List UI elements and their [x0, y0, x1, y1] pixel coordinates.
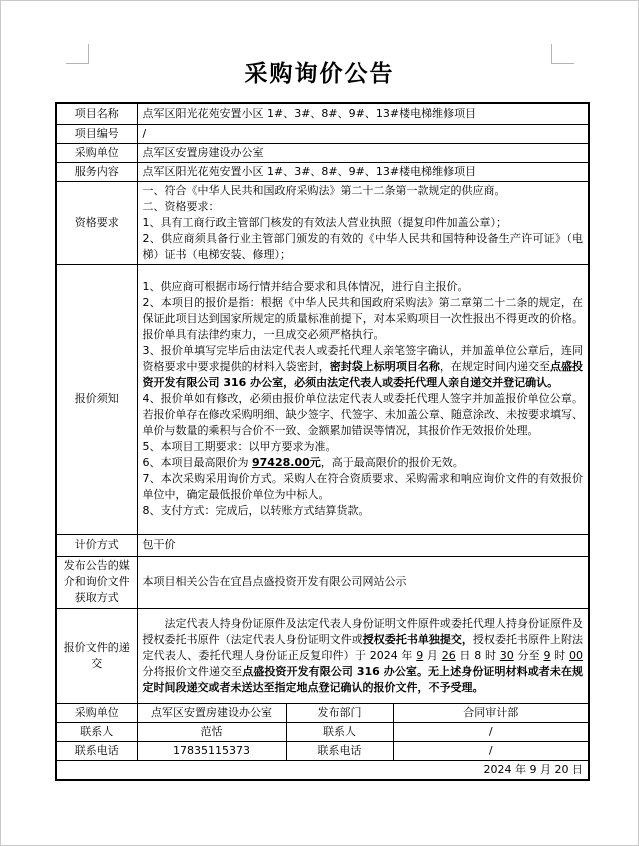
page-title: 采购询价公告 [244, 60, 395, 87]
row-service-content [56, 162, 589, 181]
label-document-submission: 报价文件的递交 [56, 608, 137, 703]
label-service-content: 服务内容 [56, 162, 137, 181]
row-quotation-notes [56, 264, 589, 534]
label-project-name: 项目名称 [56, 103, 137, 124]
row-document-submission [56, 608, 589, 703]
page-corner-mark-top-right [551, 44, 574, 64]
value-qualification-requirements [137, 181, 589, 264]
value-contact-phone-2: / [393, 741, 589, 760]
label-contact-person-2: 联系人 [286, 722, 393, 741]
paragraph: 1、供应商可根据市场行情并结合要求和具体情况，进行自主报价。 [142, 280, 469, 293]
value-service-content: 点军区阳光花苑安置小区 1#、3#、8#、9#、13#楼电梯维修项目 [137, 162, 589, 181]
label-purchasing-unit: 采购单位 [56, 143, 137, 162]
value-contact-person-1: 范恬 [137, 722, 286, 741]
label-quotation-notes: 报价须知 [56, 264, 137, 534]
value-project-name: 点军区阳光花苑安置小区 1#、3#、8#、9#、13#楼电梯维修项目 [137, 103, 589, 124]
value-quotation-notes [137, 264, 589, 534]
label-project-number: 项目编号 [56, 124, 137, 143]
value-purchasing-unit: 点军区安置房建设办公室 [137, 143, 589, 162]
row-pricing-method [56, 534, 589, 556]
row-project-name [56, 103, 589, 124]
announcement-table [55, 102, 590, 781]
value-announcement-media: 本项目相关公告在宜昌点盛投资开发有限公司网站公示 [137, 556, 589, 608]
row-purchasing-unit [56, 143, 589, 162]
row-date [56, 760, 589, 780]
value-contact-phone-1: 17835115373 [137, 741, 286, 760]
label-announcement-media: 发布公告的媒介和询价文件获取方式 [56, 556, 137, 608]
paragraph: 3、报价单填写完毕后由法定代表人或委托代理人亲笔签字确认，并加盖单位公章后，连同资格要求中要求提供的材料入袋密封，密封袋上标明项目名称，在规定时间内递交至点盛投资开发有限公司 316 办公室，必须由法定代表人或委托代理人亲自递交并登记确认。 [142, 344, 584, 389]
paragraph: 7、本次采购采用询价方式。采购人在符合资质要求、采购需求和响应询价文件的有效报价单位中，确定最低报价单位为中标人。 [142, 472, 584, 501]
value-issuing-department: 合同审计部 [393, 703, 589, 722]
label-pricing-method: 计价方式 [56, 534, 137, 556]
row-qualification-requirements [56, 181, 589, 264]
label-purchasing-unit-2: 采购单位 [56, 703, 137, 722]
paragraph: 2、本项目的报价是指：根据《中华人民共和国政府采购法》第二章第二十二条的规定，在保证此项目达到国家所规定的质量标准前提下，对本采购项目一次性报出不得更改的价格。报价单具有法律约束力，一旦成交必须严格执行。 [142, 296, 584, 341]
paragraph: 二、资格要求： [142, 199, 220, 213]
paragraph: 法定代表人持身份证原件及法定代表人身份证明文件原件或委托代理人持身份证原件及授权委托书原件（法定代表人身份证明文件或授权委托书单独提交，授权委托书原件上附法定代表人、委托代理人身份证正反复印件）于 2024 年 9 月 26 日 8 时 30 分至 9 时 00 分将报价文件递交至点盛投资开发有限公司 316 办公室。无上述身份证明材料或者未在规定时间段递交或者未送达至指定地点登记确认的报价文件，不予受理。 [142, 616, 584, 694]
announcement-date: 2024 年 9 月 20 日 [56, 760, 589, 780]
paragraph: 2、供应商须具备行业主管部门颁发的有效的《中华人民共和国特种设备生产许可证》（电梯）证书（电梯安装、修理）； [142, 231, 584, 261]
row-contact-persons [56, 722, 589, 741]
paragraph: 一、符合《中华人民共和国政府采购法》第二十二条第一款规定的供应商。 [142, 183, 506, 197]
paragraph: 1、具有工商行政主管部门核发的有效法人营业执照（提复印件加盖公章）； [142, 215, 507, 229]
label-qualification-requirements: 资格要求 [56, 181, 137, 264]
value-pricing-method: 包干价 [137, 534, 589, 556]
paragraph: 5、本项目工期要求：以甲方要求为准。 [142, 440, 337, 453]
label-contact-person-1: 联系人 [56, 722, 137, 741]
paragraph: 8、支付方式：完成后，以转账方式结算货款。 [142, 504, 370, 517]
row-contact-units [56, 703, 589, 722]
paragraph: 6、本项目最高限价为 97428.00元，高于最高限价的报价无效。 [142, 456, 464, 469]
label-issuing-department: 发布部门 [286, 703, 393, 722]
row-contact-phones [56, 741, 589, 760]
row-project-number [56, 124, 589, 143]
value-contact-person-2: / [393, 722, 589, 741]
value-document-submission [137, 608, 589, 703]
value-project-number: / [137, 124, 589, 143]
row-announcement-media [56, 556, 589, 608]
value-purchasing-unit-2: 点军区安置房建设办公室 [137, 703, 286, 722]
label-contact-phone-1: 联系电话 [56, 741, 137, 760]
paragraph: 4、报价单如有修改，必须由报价单位法定代表人或委托代理人签字并加盖报价单位公章。若报价单存在修改采购明细、缺少签字、代签字、未加盖公章、随意涂改、未按要求填写、单价与数量的乘积与合价不一致、金额累加错误等情况，其报价作无效报价处理。 [142, 392, 584, 437]
page-corner-mark-top-left [66, 44, 89, 64]
label-contact-phone-2: 联系电话 [286, 741, 393, 760]
